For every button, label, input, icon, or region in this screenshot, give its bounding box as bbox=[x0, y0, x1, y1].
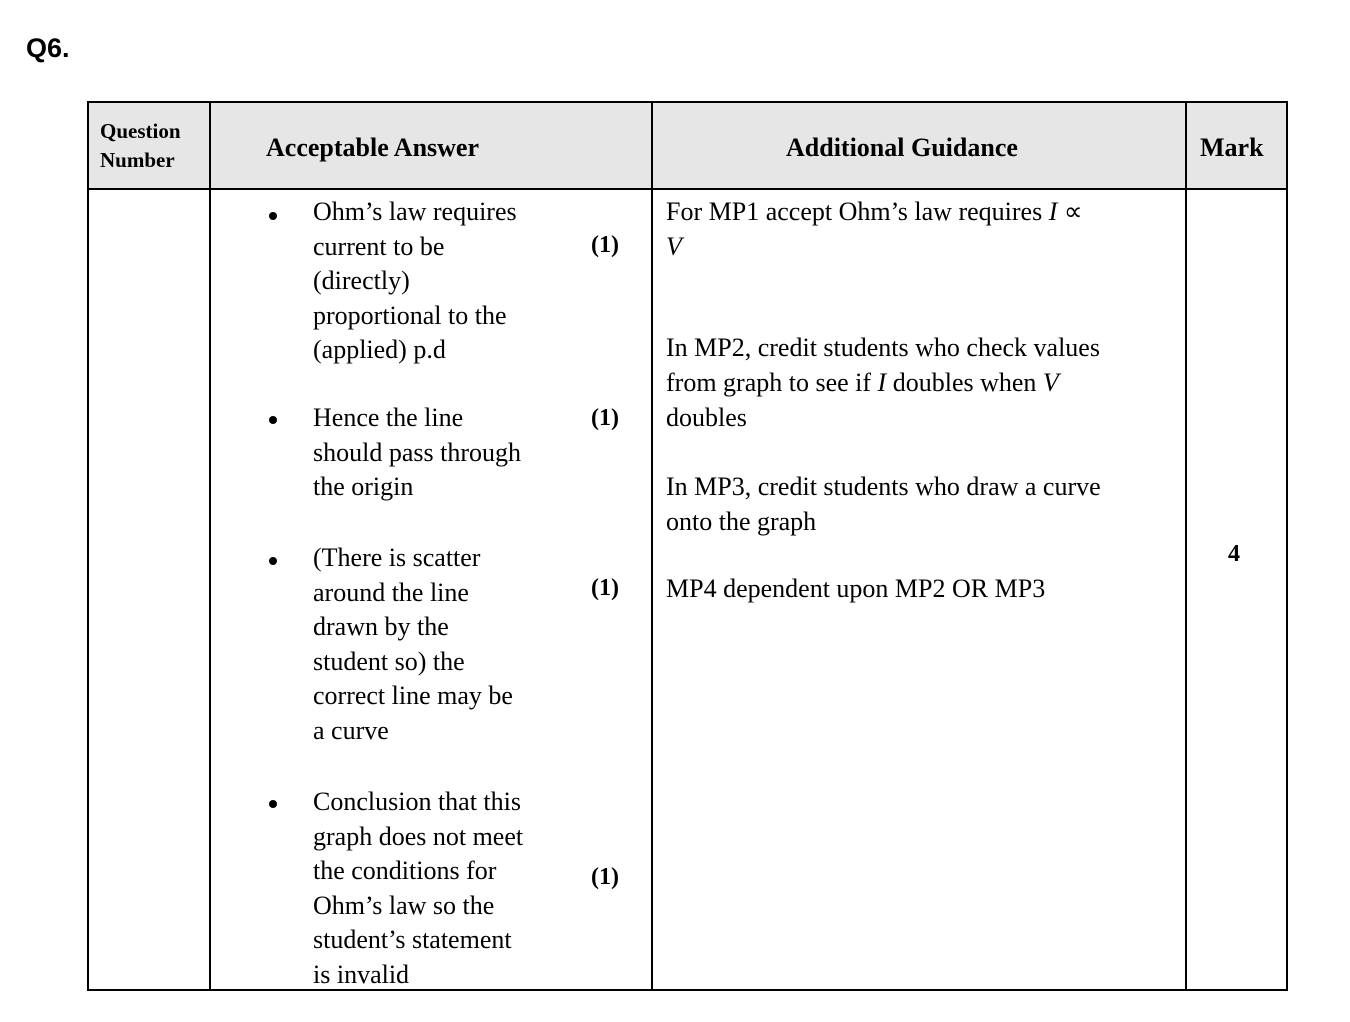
answer-mark-2: (1) bbox=[591, 405, 619, 431]
header-question-number: Question Number bbox=[100, 119, 181, 172]
bullet-icon bbox=[269, 212, 277, 220]
answer-point-1: Ohm’s law requires current to be (directly) proportional to the (applied) p.d bbox=[313, 197, 517, 364]
guidance-mp1: For MP1 accept Ohm’s law requires I ∝ V bbox=[666, 197, 1083, 261]
answer-mark-4: (1) bbox=[591, 864, 619, 890]
total-mark: 4 bbox=[1228, 541, 1240, 567]
guidance-mp3: In MP3, credit students who draw a curve onto the graph bbox=[666, 472, 1101, 536]
guidance-mp4: MP4 dependent upon MP2 OR MP3 bbox=[666, 574, 1046, 603]
question-label: Q6. bbox=[26, 33, 70, 63]
answer-point-2: Hence the line should pass through the origin bbox=[313, 403, 521, 501]
bullet-icon bbox=[269, 416, 277, 424]
answer-point-3: (There is scatter around the line drawn by the student so) the correct line may be a curve bbox=[313, 543, 513, 745]
bullet-icon bbox=[269, 800, 277, 808]
header-acceptable-answer: Acceptable Answer bbox=[266, 133, 480, 162]
column-divider-2 bbox=[651, 103, 653, 989]
mark-scheme-table bbox=[87, 101, 1288, 991]
answer-point-4: Conclusion that this graph does not meet the conditions for Ohm’s law so the student’s statement is invalid bbox=[313, 787, 524, 989]
answer-mark-3: (1) bbox=[591, 575, 619, 601]
answer-mark-1: (1) bbox=[591, 232, 619, 258]
bullet-icon bbox=[269, 557, 277, 565]
guidance-mp2: In MP2, credit students who check values from graph to see if I doubles when V doubles bbox=[666, 333, 1100, 432]
header-divider bbox=[89, 188, 1286, 190]
header-mark: Mark bbox=[1200, 133, 1264, 162]
header-additional-guidance: Additional Guidance bbox=[786, 133, 1018, 162]
column-divider-1 bbox=[209, 103, 211, 989]
